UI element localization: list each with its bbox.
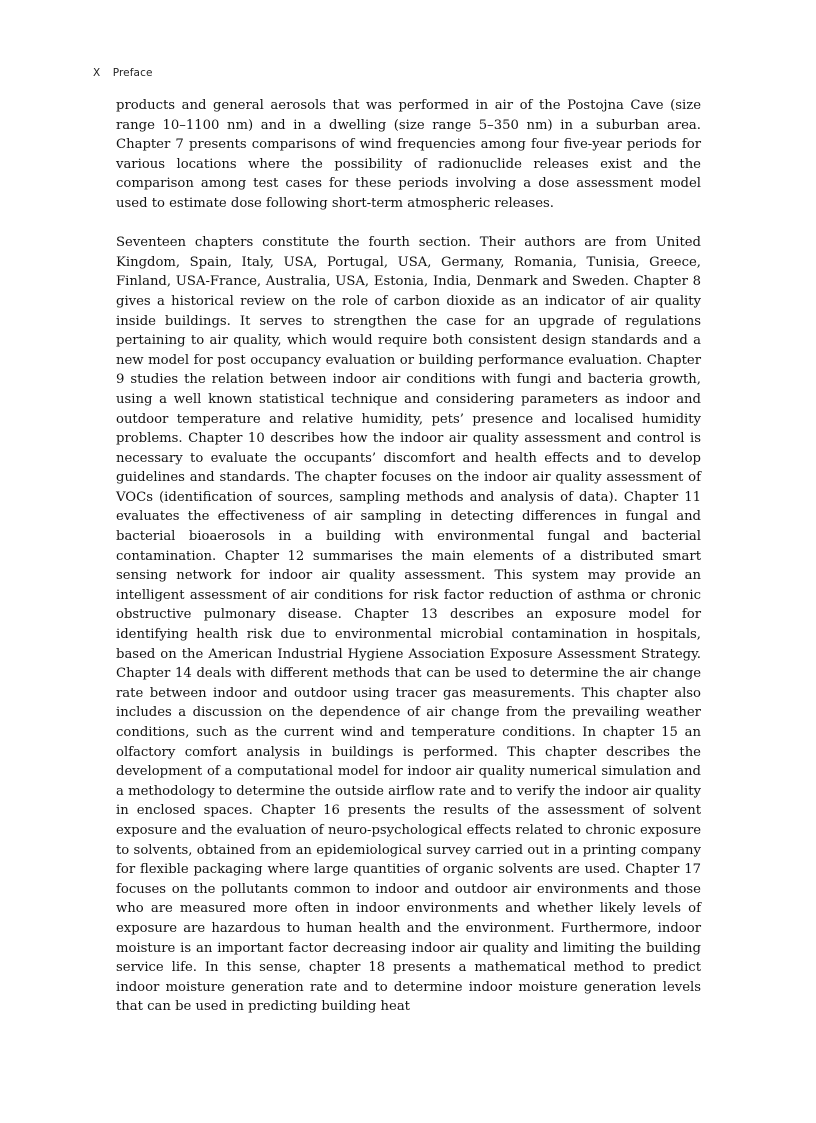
paragraph-chapter-7-continuation: products and general aerosols that was performed in air of the Postojna Cave (size range 10–1100 nm) and in a dwelling (size range 5–350 nm) in a suburban area. Chapter 7 presents comparisons of wind frequencies among four five-year periods for various locations where the possibility of radionuclide releases exist and the comparison among test cases for these periods involving a dose assessment model used to estimate dose following short-term atmospheric releases.	[116, 98, 701, 211]
running-head	[93, 67, 153, 79]
page-number: X	[93, 67, 101, 79]
paragraph-fourth-section: Seventeen chapters constitute the fourth section. Their authors are from United Kingdom, Spain, Italy, USA, Portugal, USA, Germany, Romania, Tunisia, Greece, Finland, USA-France, Australia, USA, Estonia, India, Denmark and Sweden. Chapter 8 gives a historical review on the role of carbon dioxide as an indicator of air quality inside buildings. It serves to strengthen the case for an upgrade of regulations pertaining to air quality, which would require both consistent design standards and a new model for post occupancy evaluation or building performance evaluation. Chapter 9 studies the relation between indoor air conditions with fungi and bacteria growth, using a well known statistical technique and considering parameters as indoor and outdoor temperature and relative humidity, pets’ presence and localised humidity problems. Chapter 10 describes how the indoor air quality assessment and control is necessary to evaluate the occupants’ discomfort and health effects and to develop guidelines and standards. The chapter focuses on the indoor air quality assessment of VOCs (identification of sources, sampling methods and analysis of data). Chapter 11 evaluates the effectiveness of air sampling in detecting differences in fungal and bacterial bioaerosols in a building with environmental fungal and bacterial contamination. Chapter 12 summarises the main elements of a distributed smart sensing network for indoor air quality assessment. This system may provide an intelligent assessment of air conditions for risk factor reduction of asthma or chronic obstructive pulmonary disease. Chapter 13 describes an exposure model for identifying health risk due to environmental microbial contamination in hospitals, based on the American Industrial Hygiene Association Exposure Assessment Strategy. Chapter 14 deals with different methods that can be used to determine the air change rate between indoor and outdoor using tracer gas measurements. This chapter also includes a discussion on the dependence of air change from the prevailing weather conditions, such as the current wind and temperature conditions. In chapter 15 an olfactory comfort analysis in buildings is performed. This chapter describes the development of a computational model for indoor air quality numerical simulation and a methodology to determine the outside airflow rate and to verify the indoor air quality in enclosed spaces. Chapter 16 presents the results of the assessment of solvent exposure and the evaluation of neuro-psychological effects related to chronic exposure to solvents, obtained from an epidemiological survey carried out in a printing company for flexible packaging where large quantities of organic solvents are used. Chapter 17 focuses on the pollutants common to indoor and outdoor air environments and those who are measured more often in indoor environments and whether likely levels of exposure are hazardous to human health and the environment. Furthermore, indoor moisture is an important factor decreasing indoor air quality and limiting the building service life. In this sense, chapter 18 presents a mathematical method to predict indoor moisture generation rate and to determine indoor moisture generation levels that can be used in predicting building heat	[116, 235, 701, 1015]
body-text	[116, 96, 701, 1017]
section-title: Preface	[112, 67, 153, 79]
